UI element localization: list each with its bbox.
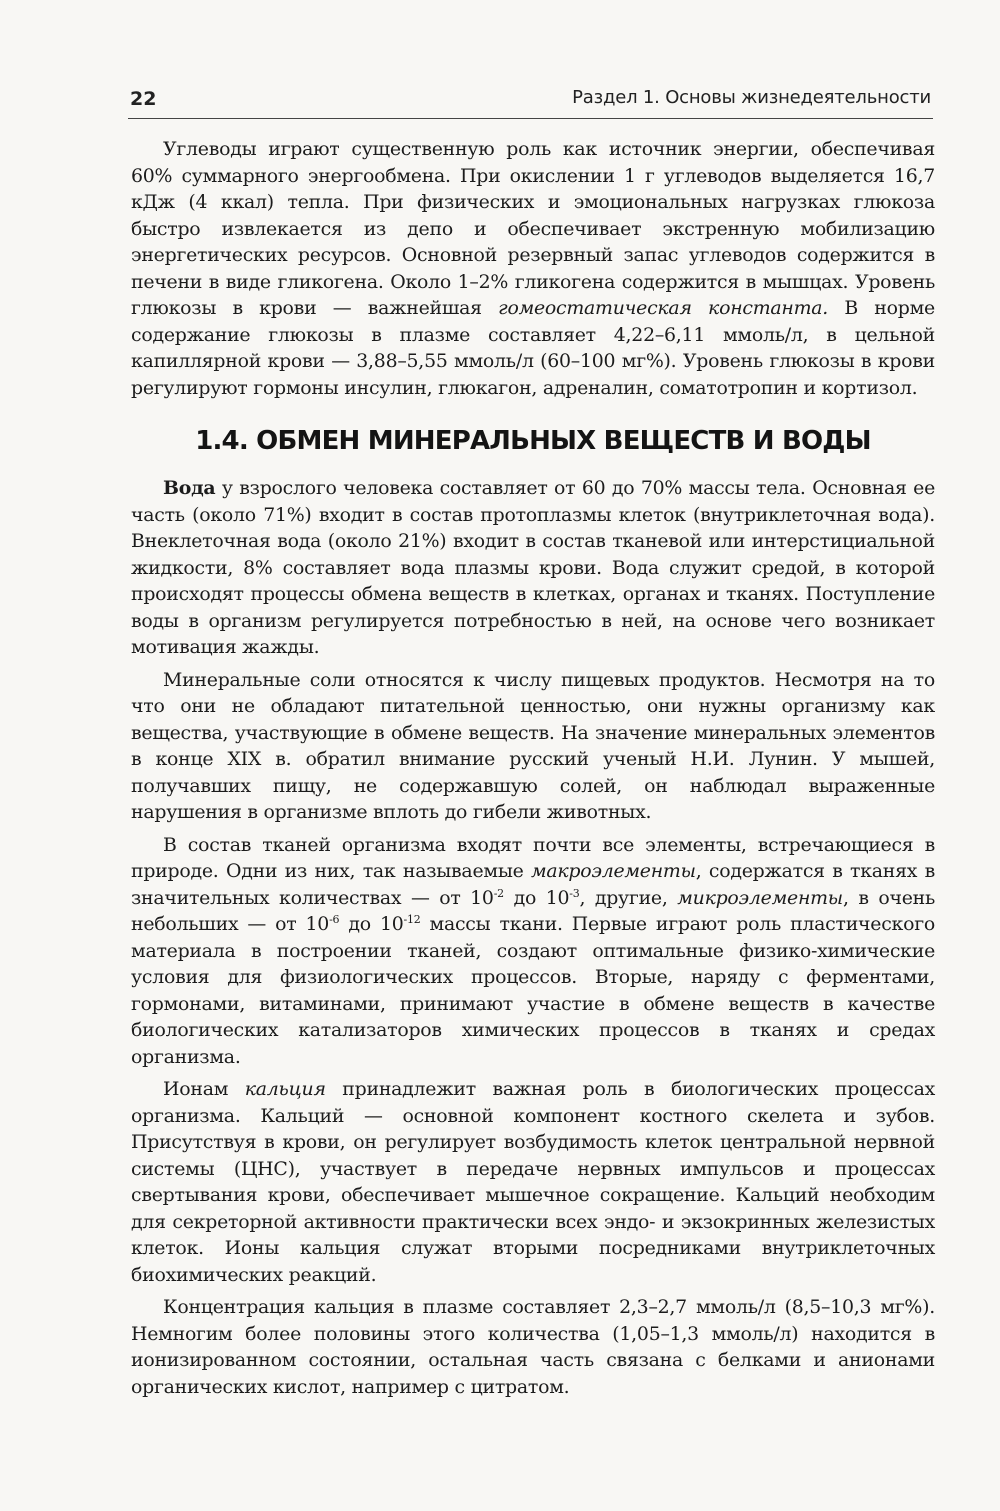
text-run: массы ткани. Первые играют роль пластического материала в построении тканей, создают оптимальные физико-химические условия для физиологических процессов. Вторые, наряду с ферментами, гормонами, витаминами, принимают участие в обмене веществ в качестве биологических катализаторов химических процессов в тканях и средах организма. — [131, 913, 935, 1068]
paragraph-water — [131, 475, 935, 661]
text-run: до 10 — [503, 886, 570, 909]
page-body — [131, 136, 935, 1400]
bold-term: Вода — [163, 477, 216, 499]
superscript: -6 — [329, 913, 340, 926]
superscript: -12 — [403, 913, 421, 926]
page-number: 22 — [130, 88, 157, 110]
paragraph-carbohydrates — [131, 136, 935, 401]
text-run: В состав тканей организма входят почти все элементы, встречающиеся в природе. Одни из них, так называемые — [131, 833, 935, 882]
italic-term: макроэлементы — [530, 860, 696, 882]
superscript: -3 — [569, 886, 580, 900]
paragraph-calcium-concentration: Концентрация кальция в плазме составляет 2,3–2,7 ммоль/л (8,5–10,3 мг%). Немногим более половины этого количества (1,05–1,3 ммоль/л) находится в ионизированном состоянии, остальная часть связана с белками и анионами органических кислот, например с цитратом. — [131, 1296, 935, 1398]
section-title: Раздел 1. Основы жизнедеятельности — [572, 87, 931, 108]
text-run: до 10 — [339, 913, 404, 935]
paragraph-elements — [131, 832, 935, 1071]
italic-term: микроэлементы — [677, 886, 843, 909]
paragraph-mineral-salts: Минеральные соли относятся к числу пищевых продуктов. Несмотря на то что они не обладают питательной ценностью, они нужны организму как вещества, участвующие в обмене веществ. На значение минеральных элементов в конце XIX в. обратил внимание русский ученый Н.И. Лунин. У мышей, получавших пищу, не содержавшую солей, он наблюдал выраженные нарушения в организме вплоть до гибели животных. — [131, 668, 935, 823]
text-run: у взрослого человека составляет от 60 до 70% массы тела. Основная ее часть (около 71%) входит в состав протоплазмы клеток (внутриклеточная вода). Внеклеточная вода (около 21%) входит в состав тканевой или интерстициальной жидкости, 8% составляет вода плазмы крови. Вода служит средой, в которой происходят процессы обмена веществ в клетках, органах и тканях. Поступление воды в организм регулируется потребностью в ней, на основе чего возникает мотивация жажды. — [131, 477, 935, 658]
text-run: Углеводы играют существенную роль как источник энергии, обеспечивая 60% суммарного энергообмена. При окислении 1 г углеводов выделяется 16,7 кДж (4 ккал) тепла. При физических и эмоциональных нагрузках глюкоза быстро извлекается из депо и обеспечивает экстренную мобилизацию энергетических ресурсов. Основной резервный запас углеводов содержится в печени в виде гликогена. Около 1–2% гликогена содержится в мышцах. Уровень глюкозы в крови — важнейшая — [131, 138, 935, 319]
text-run: В норме содержание глюкозы в плазме составляет 4,22–6,11 ммоль/л, в цельной капиллярной крови — 3,88–5,55 ммоль/л (60–100 мг%). Уровень глюкозы в крови регулируют гормоны инсулин, глюкагон, адреналин, соматотропин и кортизол. — [131, 297, 935, 399]
superscript: -2 — [493, 886, 504, 900]
chapter-heading: 1.4. ОБМЕН МИНЕРАЛЬНЫХ ВЕЩЕСТВ И ВОДЫ — [195, 426, 871, 456]
paragraph-calcium — [131, 1076, 935, 1288]
text-run: принадлежит важная роль в биологических процессах организма. Кальций — основной компонент костного скелета и зубов. Присутствуя в крови, он регулирует возбудимость клеток центральной нервной системы (ЦНС), участвует в передаче нервных импульсов и процессах свертывания крови, обеспечивает мышечное сокращение. Кальций необходим для секреторной активности практически всех эндо- и экзокринных железистых клеток. Ионы кальция служат вторыми посредниками внутриклеточных биохимических реакций. — [131, 1078, 935, 1286]
text-run: Ионам — [163, 1078, 245, 1100]
italic-term: кальция — [244, 1078, 326, 1100]
text-run: , в очень небольших — от 10 — [131, 886, 935, 935]
italic-term: гомеостатическая константа. — [498, 297, 829, 319]
text-run: , другие, — [579, 886, 678, 909]
text-run: , содержатся в тканях в значительных количествах — от 10 — [131, 860, 935, 909]
running-header — [128, 84, 933, 119]
